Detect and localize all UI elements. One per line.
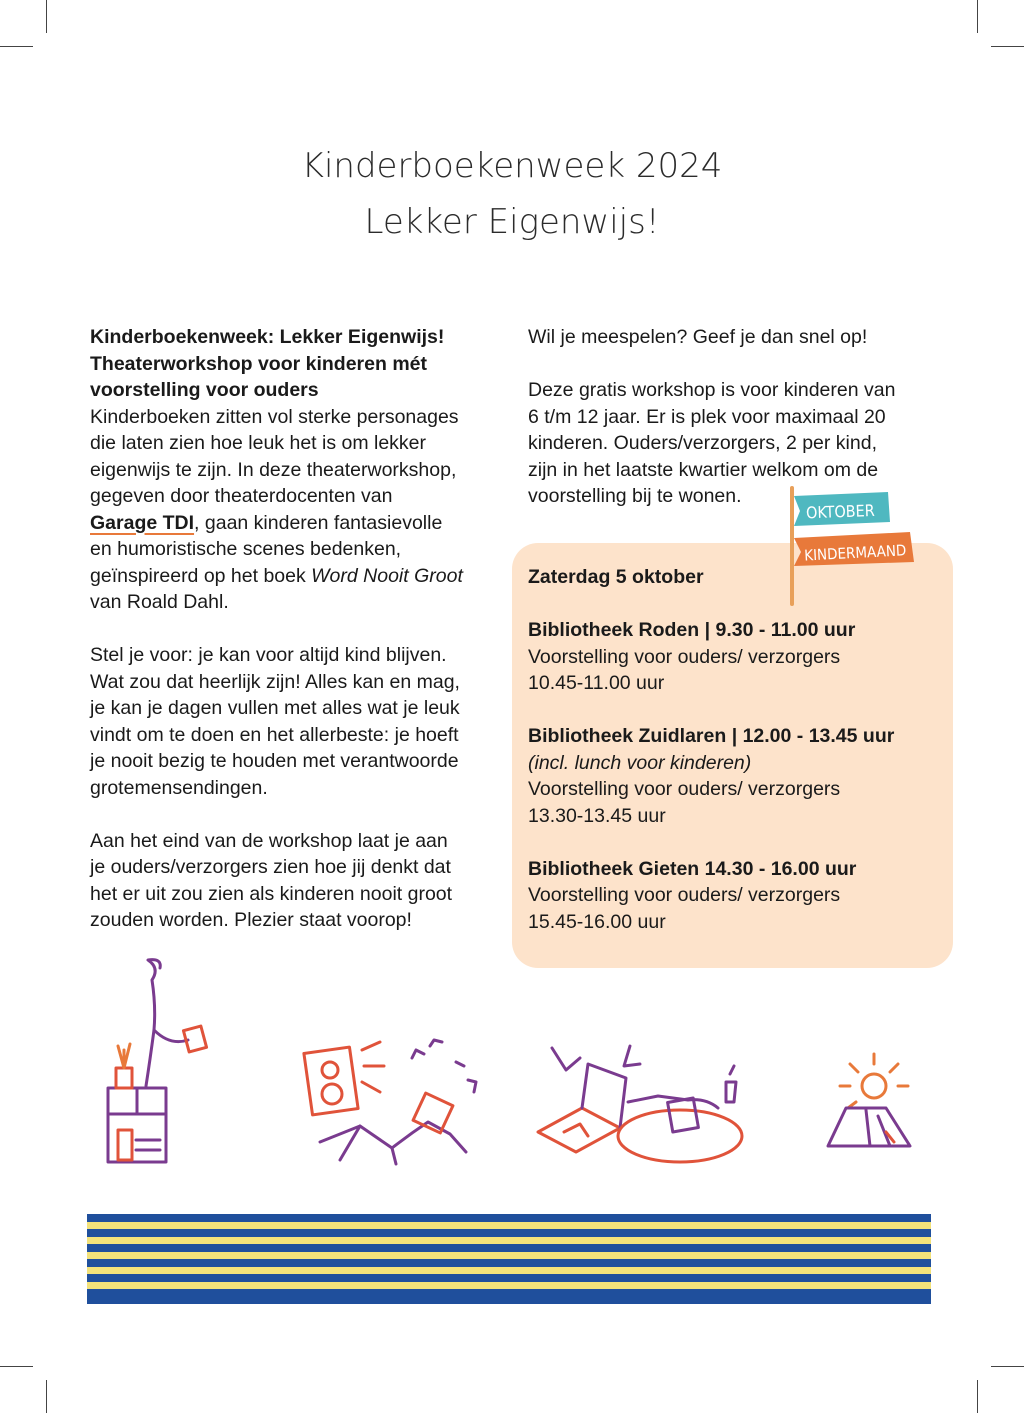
signup-line: Wil je meespelen? Geef je dan snel op! [528, 326, 868, 348]
crop-mark [46, 1380, 47, 1413]
schedule-text [528, 564, 943, 935]
intro-line: geïnspireerd op het boek [90, 564, 312, 587]
venue-name: Bibliotheek Zuidlaren | 12.00 - 13.45 uur [528, 725, 895, 747]
perf-time: 13.30-13.45 uur [528, 804, 666, 827]
venue-note: (incl. lunch voor kinderen) [528, 751, 752, 774]
book-title: Word Nooit Groot [311, 564, 463, 587]
left-column [90, 324, 510, 934]
para2-line: Stel je voor: je kan voor altijd kind blijven. [90, 644, 447, 666]
crop-mark [991, 1366, 1024, 1367]
after-link-text: , gaan kinderen fantasievolle [194, 511, 443, 534]
title-line-2: Lekker Eigenwijs! [364, 202, 660, 242]
flag-top-text: OKTOBER [805, 500, 875, 523]
sun-book-illustration [820, 1050, 920, 1160]
perf-time: 15.45-16.00 uur [528, 910, 666, 933]
perf-time: 10.45-11.00 uur [528, 672, 665, 694]
perf-label: Voorstelling voor ouders/ verzorgers [528, 884, 841, 906]
para3-line: je ouders/verzorgers zien hoe jij denkt dat [90, 856, 451, 878]
right-column [528, 324, 928, 510]
crop-mark [977, 1380, 978, 1413]
crop-mark [0, 46, 33, 47]
para3-line: het er uit zou zien als kinderen nooit groot [90, 882, 453, 905]
intro-line: gegeven door theaterdocenten van [90, 485, 393, 507]
crop-mark [0, 1366, 33, 1367]
para2-line: je kan je dagen vullen met alles wat je leuk [90, 697, 460, 719]
heading-3: voorstelling voor ouders [90, 379, 319, 401]
info-line: kinderen. Ouders/verzorgers, 2 per kind, [528, 432, 878, 454]
info-line: voorstelling bij te wonen. [528, 485, 742, 507]
crop-mark [46, 0, 47, 33]
intro-line: die laten zien hoe leuk het is om lekker [90, 432, 427, 454]
garage-tdi-link[interactable]: Garage TDI [90, 511, 195, 534]
para2-line: je nooit bezig te houden met verantwoorde [90, 750, 459, 772]
info-line: Deze gratis workshop is voor kinderen van [528, 379, 896, 401]
perf-label: Voorstelling voor ouders/ verzorgers [528, 778, 841, 800]
cabinet-child-illustration [100, 950, 220, 1170]
intro-line: van Roald Dahl. [90, 591, 229, 613]
heading-2: Theaterworkshop voor kinderen mét [90, 352, 427, 375]
decorative-stripes [87, 1214, 931, 1304]
info-line: zijn in het laatste kwartier welkom om de [528, 458, 879, 481]
music-child-illustration [300, 1030, 500, 1170]
title-line-1: Kinderboekenweek 2024 [301, 146, 723, 186]
flag-bottom-text: KINDERMAAND [803, 541, 907, 565]
intro-line: eigenwijs te zijn. In deze theaterworkshop, [90, 458, 457, 481]
para2-line: Wat zou dat heerlijk zijn! Alles kan en mag, [90, 670, 460, 693]
info-line: 6 t/m 12 jaar. Er is plek voor maximaal 20 [528, 405, 886, 428]
intro-line: en humoristische scenes bedenken, [90, 538, 402, 560]
para3-line: zouden worden. Plezier staat voorop! [90, 909, 412, 931]
kindermaand-flag-logo [784, 486, 919, 608]
page-title [0, 138, 1024, 250]
para2-line: grotemensendingen. [90, 776, 268, 799]
para3-line: Aan het eind van de workshop laat je aan [90, 829, 448, 852]
intro-line: Kinderboeken zitten vol sterke personages [90, 405, 459, 428]
venue-name: Bibliotheek Gieten 14.30 - 16.00 uur [528, 857, 857, 880]
perf-label: Voorstelling voor ouders/ verzorgers [528, 645, 841, 668]
crop-mark [977, 0, 978, 33]
venue-name: Bibliotheek Roden | 9.30 - 11.00 uur [528, 619, 856, 641]
para2-line: vindt om te doen en het allerbeste: je hoeft [90, 723, 459, 746]
schedule-date: Zaterdag 5 oktober [528, 566, 704, 588]
heading-1: Kinderboekenweek: Lekker Eigenwijs! [90, 326, 445, 348]
pizza-reading-illustration [530, 1040, 750, 1170]
crop-mark [991, 46, 1024, 47]
